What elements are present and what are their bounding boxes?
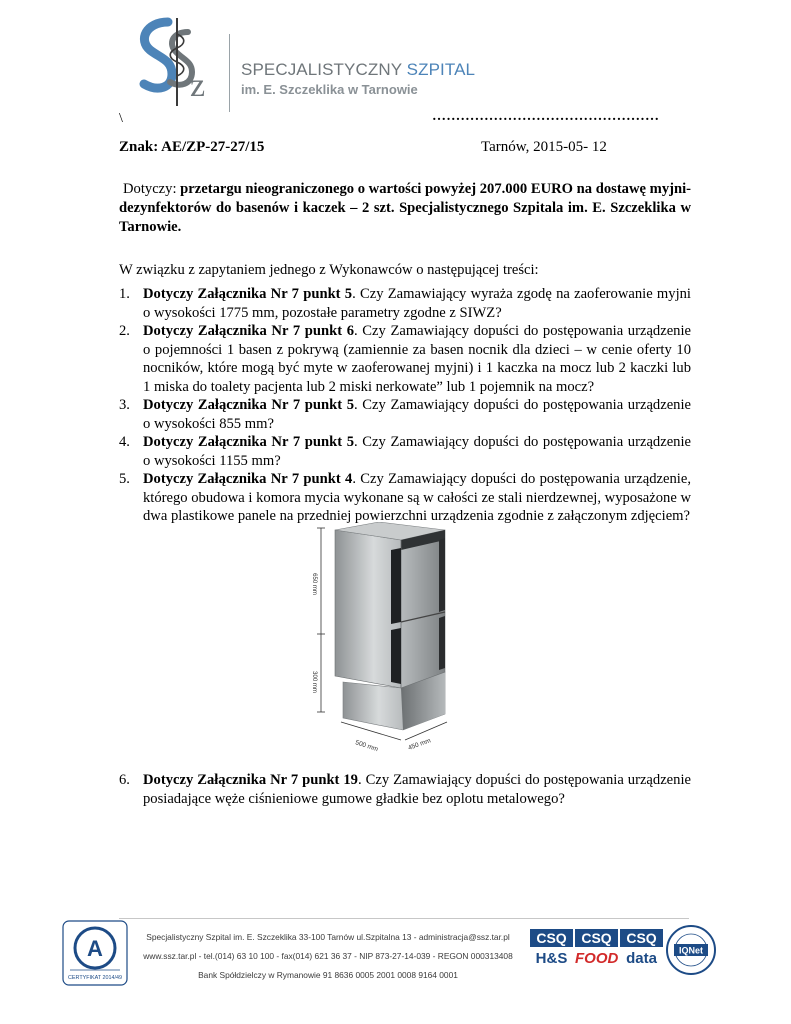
list-item — [119, 285, 691, 322]
dim-label-depth: 500 mm — [354, 739, 379, 754]
item-number: 3. — [119, 397, 130, 413]
item-text: . Czy Zamawiający dopuści do postępowania urządzenie o pojemności 1 basen z pokrywą (zamiennie za basen nocnik dla dzieci – w cenie oferty 10 nocników, które mogą być myte w zaoferowanej myjni) i 1 kaczka na mocz lub 2 kaczki lub 1 miska do toalety pacjenta lub 2 miski nerkowate” lub 1 pojemnik na mocz? — [143, 323, 691, 395]
iqnet-text: IQNet — [678, 945, 704, 956]
item-reference: Dotyczy Załącznika Nr 7 punkt 19 — [143, 772, 358, 788]
subject-paragraph — [119, 180, 691, 237]
item-reference: Dotyczy Załącznika Nr 7 punkt 5 — [143, 397, 355, 413]
item-text: . Czy Zamawiający wyraża zgodę na zaoferowanie myjni o wysokości 1775 mm, pozostałe parametry zgodne z SIWZ? — [143, 286, 691, 321]
hospital-subtitle: im. E. Szczeklika w Tarnowie — [241, 82, 418, 97]
csq-badge: CSQ — [530, 929, 573, 947]
item-text: . Czy Zamawiający dopuści do postępowania urządzenie o wysokości 855 mm? — [143, 397, 691, 432]
list-item — [119, 771, 691, 808]
svg-text:z: z — [190, 67, 206, 104]
list-item — [119, 470, 691, 526]
iqnet-logo — [665, 924, 717, 976]
item-text: . Czy Zamawiający dopuści do postępowania urządzenie, którego obudowa i komora mycia wykonane są w całości ze stali nierdzewnej, wyposażone w dwa plastikowe panele na przedniej powierzchni urządzenia zgodnie z załączonym zdjęciem? — [143, 471, 691, 524]
dim-label-width: 450 mm — [407, 737, 432, 752]
svg-text:A: A — [87, 936, 103, 961]
document-date: Tarnów, 2015-05- 12 — [481, 139, 607, 155]
item-number: 2. — [119, 323, 130, 339]
csq-badge: CSQ — [620, 929, 663, 947]
signature-dots: ………………………………………… — [432, 109, 660, 124]
csq-badge: CSQ — [575, 929, 618, 947]
product-photo — [303, 522, 453, 758]
reference-number: Znak: AE/ZP-27-27/15 — [119, 139, 265, 155]
footer-address: Specjalistyczny Szpital im. E. Szczeklika 33-100 Tarnów ul.Szpitalna 13 - administracja@ssz.tar.pl — [146, 932, 510, 942]
certificate-logo — [62, 920, 128, 986]
subject-text: przetargu nieograniczonego o wartości powyżej 207.000 EURO na dostawę myjni-dezynfektorów do basenów i kaczek – 2 szt. Specjalistycznego Szpitala im. E. Szczeklika w Tarnowie. — [119, 181, 692, 235]
hospital-name: SPECJALISTYCZNY SZPITAL — [241, 60, 476, 79]
item-number: 4. — [119, 434, 130, 450]
footer-divider — [119, 918, 689, 919]
list-item-6 — [119, 771, 691, 808]
item-reference: Dotyczy Załącznika Nr 7 punkt 4 — [143, 471, 353, 487]
list-item — [119, 322, 691, 396]
dim-label-top: 650 mm — [311, 573, 317, 595]
subject-label: Dotyczy: — [123, 181, 177, 197]
list-item — [119, 396, 691, 433]
item-reference: Dotyczy Załącznika Nr 7 punkt 5 — [143, 286, 353, 302]
item-reference: Dotyczy Załącznika Nr 7 punkt 5 — [143, 434, 355, 450]
item-number: 6. — [119, 772, 130, 788]
item-text: . Czy Zamawiający dopuści do postępowania urządzenie posiadające węże ciśnieniowe gumowe gładkie bez oplotu metalowego? — [143, 772, 691, 807]
item-number: 5. — [119, 471, 130, 487]
hospital-logo — [128, 14, 226, 110]
intro-text: W związku z zapytaniem jednego z Wykonawców o następującej treści: — [119, 262, 539, 278]
footer-contact: www.ssz.tar.pl - tel.(014) 63 10 100 - fax(014) 621 36 37 - NIP 873-27-14-039 - REGON 000313408 — [143, 951, 513, 961]
item-number: 1. — [119, 286, 130, 302]
dim-label-bottom: 300 mm — [311, 671, 317, 693]
header-divider — [229, 34, 230, 112]
csq-data-label: data — [626, 950, 657, 967]
cert-text: CERTYFIKAT 2014/49 — [68, 975, 122, 981]
list-item — [119, 433, 691, 470]
csq-hs-label: H&S — [535, 950, 568, 967]
question-list — [119, 285, 691, 526]
footer-bank: Bank Spółdzielczy w Rymanowie 91 8636 0005 2001 0008 9164 0001 — [198, 970, 458, 980]
backslash-mark: \ — [119, 111, 123, 126]
item-text: . Czy Zamawiający dopuści do postępowania urządzenie o wysokości 1155 mm? — [143, 434, 691, 469]
item-reference: Dotyczy Załącznika Nr 7 punkt 6 — [143, 323, 355, 339]
csq-food-label: FOOD — [575, 950, 619, 967]
